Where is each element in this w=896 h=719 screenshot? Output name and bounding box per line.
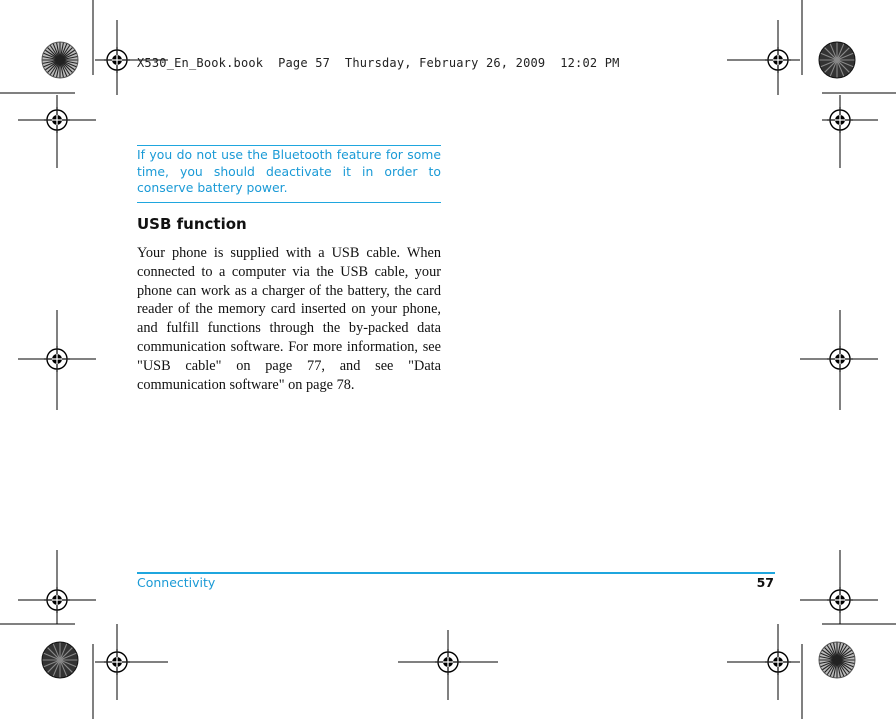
- note-text: If you do not use the Bluetooth feature for some time, you should deactivate it in order to conserve battery power.: [137, 147, 441, 195]
- note-bottom-rule: [137, 202, 441, 203]
- section-body: Your phone is supplied with a USB cable. When connected to a computer via the USB cable, your phone can work as a charger of the battery, the card reader of the memory card inserted on your phone, and fulfill functions through the by-packed data communication software. For more information, see "USB cable" on page 77, and see "Data communication software" on page 78.: [137, 245, 441, 393]
- print-slug: X530_En_Book.book Page 57 Thursday, February 26, 2009 12:02 PM: [137, 56, 620, 70]
- footer-rule: [137, 572, 775, 574]
- footer-section-title: Connectivity: [137, 575, 216, 590]
- page-number: 57: [756, 575, 774, 590]
- note-top-rule: [137, 145, 441, 146]
- section-heading: USB function: [137, 215, 247, 233]
